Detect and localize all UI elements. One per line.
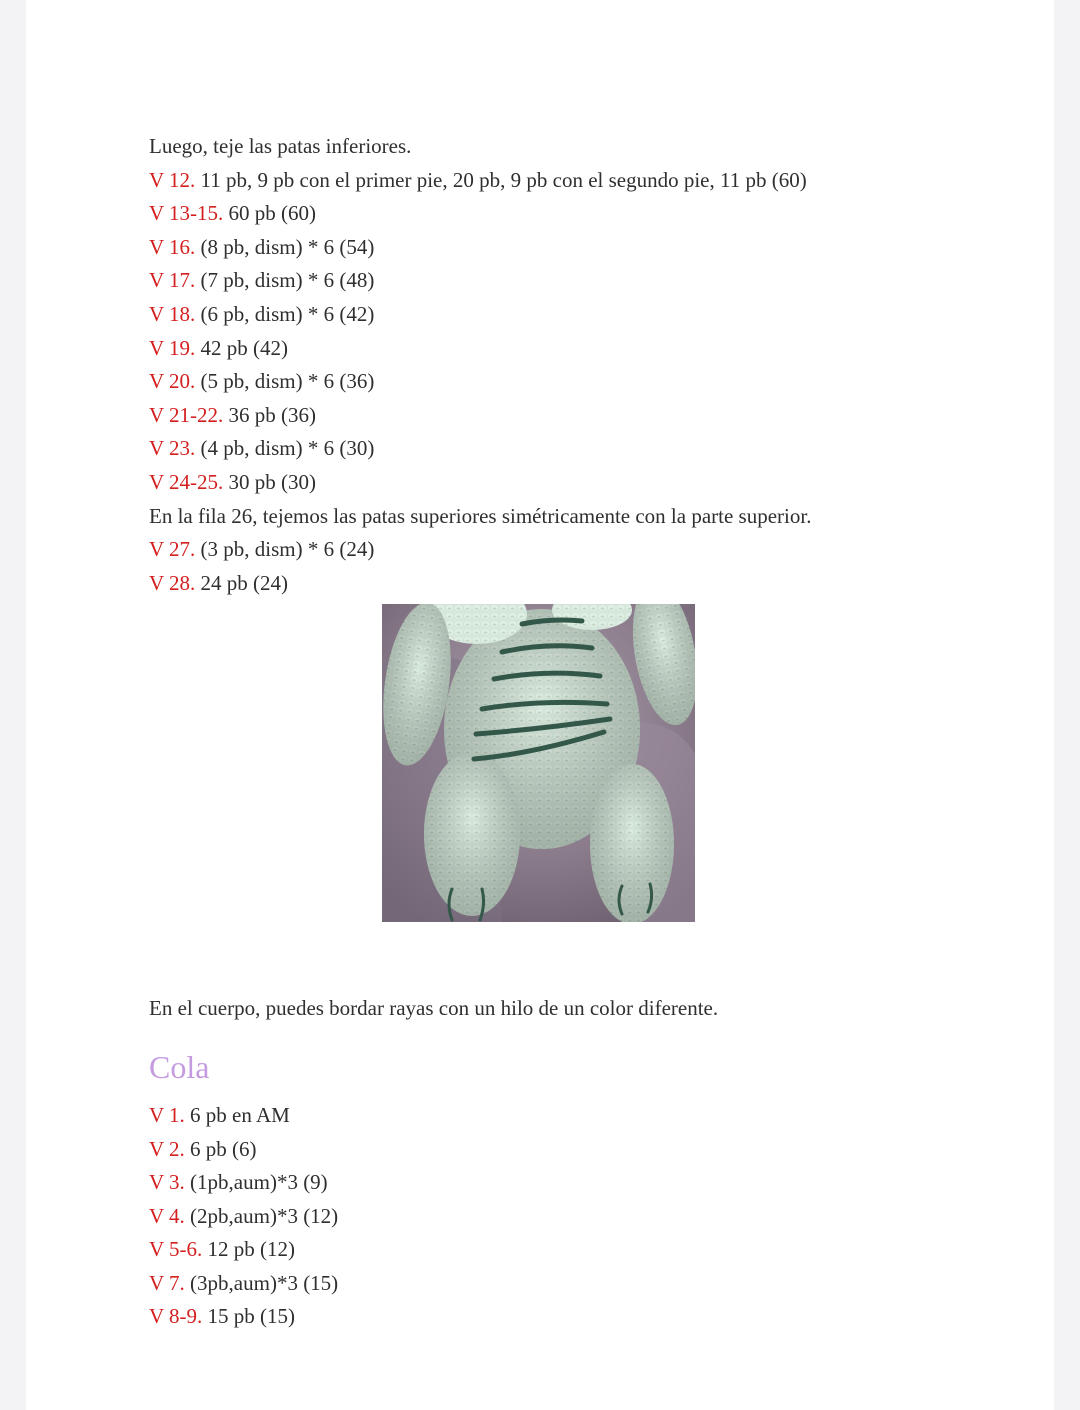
- pattern-row: [149, 1099, 909, 1133]
- pattern-row: [149, 567, 909, 601]
- round-label: V 1.: [149, 1102, 185, 1127]
- round-instruction: 15 pb (15): [202, 1304, 296, 1329]
- intro-text: Luego, teje las patas inferiores.: [149, 134, 412, 158]
- round-instruction: 12 pb (12): [202, 1237, 296, 1262]
- round-instruction: (1pb,aum)*3 (9): [184, 1170, 328, 1195]
- round-label: V 12.: [149, 167, 196, 192]
- pattern-content: [149, 130, 909, 1334]
- pattern-row: [149, 432, 909, 466]
- round-label: V 23.: [149, 436, 196, 461]
- round-instruction: 36 pb (36): [223, 402, 317, 427]
- round-instruction: (6 pb, dism) * 6 (42): [195, 301, 375, 326]
- pattern-row: [149, 466, 909, 500]
- round-instruction: 11 pb, 9 pb con el primer pie, 20 pb, 9 pb con el segundo pie, 11 pb (60): [195, 167, 807, 192]
- round-label: V 18.: [149, 301, 196, 326]
- pattern-row: [149, 264, 909, 298]
- pattern-row: [149, 1166, 909, 1200]
- round-instruction: 6 pb (6): [184, 1136, 257, 1161]
- pattern-row: [149, 1300, 909, 1334]
- pattern-row: [149, 365, 909, 399]
- round-instruction: 24 pb (24): [195, 570, 289, 595]
- round-label: V 8-9.: [149, 1304, 203, 1329]
- round-label: V 20.: [149, 369, 196, 394]
- pattern-row: [149, 1233, 909, 1267]
- round-instruction: (8 pb, dism) * 6 (54): [195, 234, 375, 259]
- pattern-row: [149, 1267, 909, 1301]
- pattern-row: [149, 197, 909, 231]
- document-page: [26, 0, 1054, 1410]
- pattern-row: [149, 1133, 909, 1167]
- amigurumi-body-photo: [382, 604, 695, 922]
- round-instruction: (2pb,aum)*3 (12): [184, 1203, 339, 1228]
- stripes-note: En el cuerpo, puedes bordar rayas con un hilo de un color diferente.: [149, 996, 719, 1021]
- round-label: V 28.: [149, 570, 196, 595]
- round-instruction: (3 pb, dism) * 6 (24): [195, 537, 375, 562]
- tail-heading: Cola: [149, 1048, 210, 1085]
- pattern-row: [149, 533, 909, 567]
- round-label: V 5-6.: [149, 1237, 203, 1262]
- round-label: V 27.: [149, 537, 196, 562]
- pattern-row: [149, 399, 909, 433]
- pattern-row: [149, 332, 909, 366]
- round-label: V 17.: [149, 268, 196, 293]
- round-instruction: 60 pb (60): [223, 201, 317, 226]
- round-label: V 21-22.: [149, 402, 224, 427]
- round-label: V 13-15.: [149, 201, 224, 226]
- round-instruction: (7 pb, dism) * 6 (48): [195, 268, 375, 293]
- pattern-row: [149, 298, 909, 332]
- round-label: V 2.: [149, 1136, 185, 1161]
- round-instruction: (4 pb, dism) * 6 (30): [195, 436, 375, 461]
- round-instruction: 6 pb en AM: [184, 1102, 290, 1127]
- pattern-row: [149, 231, 909, 265]
- round-label: V 4.: [149, 1203, 185, 1228]
- round-label: V 16.: [149, 234, 196, 259]
- round-label: V 24-25.: [149, 469, 224, 494]
- round-instruction: 42 pb (42): [195, 335, 289, 360]
- round-label: V 19.: [149, 335, 196, 360]
- round-label: V 3.: [149, 1170, 185, 1195]
- pattern-row: [149, 164, 909, 198]
- round-instruction: (5 pb, dism) * 6 (36): [195, 369, 375, 394]
- row26-note: En la fila 26, tejemos las patas superiores simétricamente con la parte superior.: [149, 503, 812, 528]
- round-label: V 7.: [149, 1270, 185, 1295]
- pattern-row: [149, 1200, 909, 1234]
- round-instruction: (3pb,aum)*3 (15): [184, 1270, 339, 1295]
- round-instruction: 30 pb (30): [223, 469, 317, 494]
